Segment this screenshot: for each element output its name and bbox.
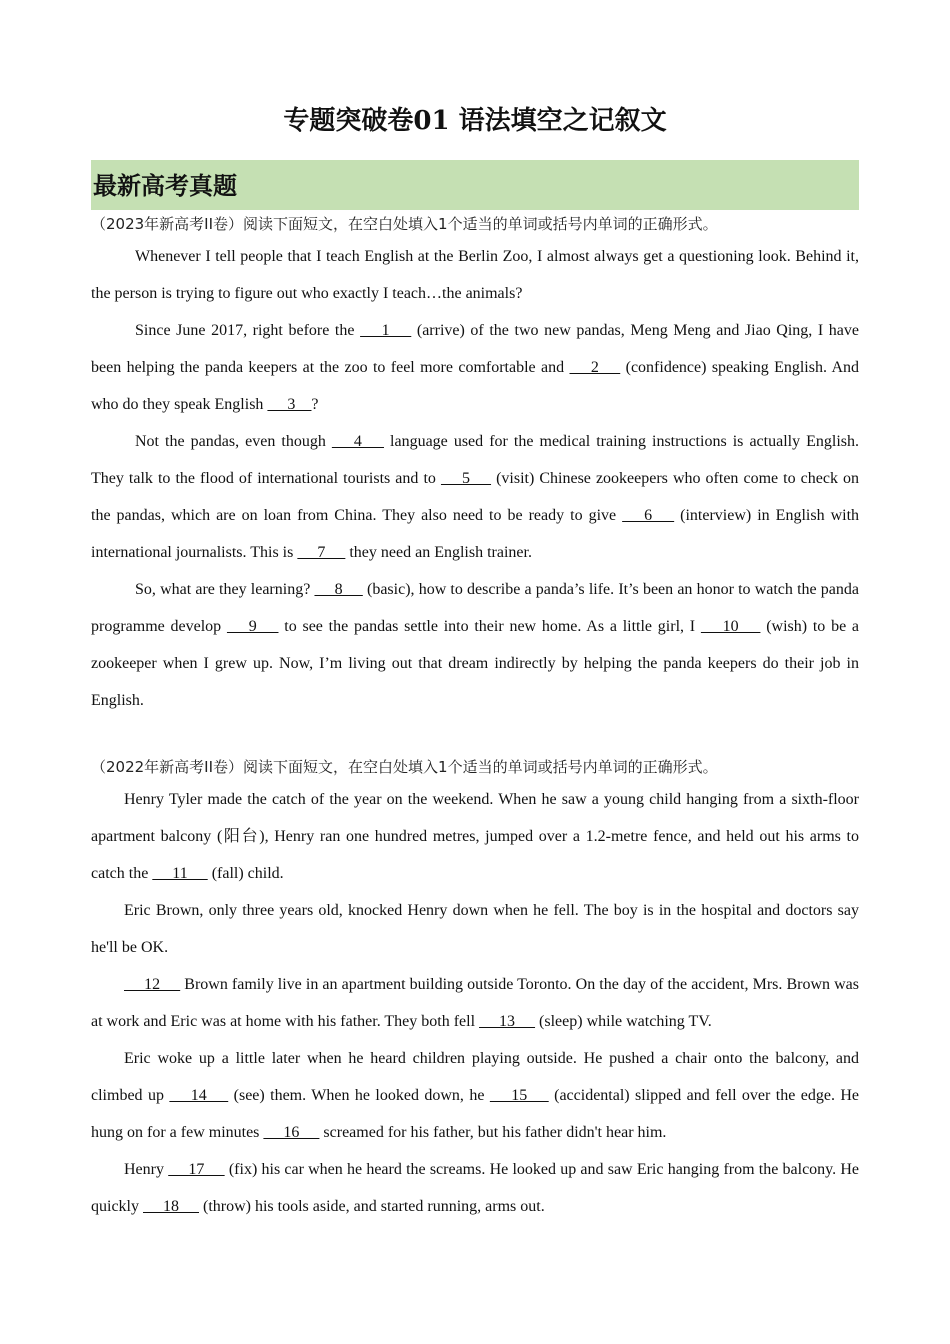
blank-18[interactable]: __18__: [143, 1198, 199, 1215]
blank-2[interactable]: __2__: [569, 359, 621, 376]
section1-paragraph-3: Not the pandas, even though __4__ language used for the medical training instructions is actually English. They talk to the flood of international tourists and to __5__ (visit) Chinese zookeepers who often come to check on the pandas, which are on loan from China. They also need to be ready to give __6__ (interview) in English with international journalists. This is __7__ they need an English trainer.: [91, 433, 860, 561]
blank-15[interactable]: __15__: [489, 1087, 549, 1104]
blank-11[interactable]: __11__: [152, 865, 208, 882]
blank-17[interactable]: __17__: [168, 1161, 225, 1178]
section2-paragraph-2: Eric Brown, only three years old, knocked Henry down when he fell. The boy is in the hospital and doctors say he'll be OK.: [91, 902, 859, 956]
blank-6[interactable]: __6__: [622, 507, 675, 524]
blank-13[interactable]: __13__: [479, 1013, 536, 1030]
section1-intro: （2023年新高考II卷）阅读下面短文，在空白处填入1个适当的单词或括号内单词的正确形式。: [91, 215, 718, 233]
section2-paragraph-3: __12__ Brown family live in an apartment building outside Toronto. On the day of the accident, Mrs. Brown was at work and Eric was at home with his father. They both fell __13__ (sleep) while watching TV.: [91, 976, 859, 1030]
page-title: 专题突破卷01 语法填空之记叙文: [283, 106, 667, 136]
blank-3[interactable]: __3__: [267, 396, 312, 413]
blank-8[interactable]: __8__: [314, 581, 363, 598]
blank-1[interactable]: __1__: [360, 322, 412, 339]
blank-4[interactable]: __4__: [331, 433, 384, 450]
blank-14[interactable]: __14__: [169, 1087, 229, 1104]
section2-paragraph-5: Henry __17__ (fix) his car when he heard the screams. He looked up and saw Eric hanging from the balcony. He quickly __18__ (throw) his tools aside, and started running, arms out.: [91, 1161, 860, 1215]
blank-9[interactable]: __9__: [226, 618, 279, 635]
blank-16[interactable]: __16__: [263, 1124, 320, 1141]
blank-12[interactable]: __12__: [124, 976, 181, 993]
section1-paragraph-4: So, what are they learning? __8__ (basic), how to describe a panda’s life. It’s been an honor to watch the panda programme develop __9__ to see the pandas settle into their new home. As a little girl, I __10__ (wish) to be a zookeeper when I grew up. Now, I’m living out that dream indirectly by helping the panda keepers do their job in English.: [91, 581, 860, 709]
section-spacer: [91, 719, 859, 753]
blank-7[interactable]: __7__: [297, 544, 346, 561]
blank-5[interactable]: __5__: [440, 470, 492, 487]
section1-paragraph-2: Since June 2017, right before the __1__ (arrive) of the two new pandas, Meng Meng and Jiao Qing, I have been helping the panda keepers at the zoo to feel more comfortable and __2__ (confidence) speaking English. And who do they speak English __3__?: [91, 322, 860, 413]
section2-paragraph-4: Eric woke up a little later when he heard children playing outside. He pushed a chair onto the balcony, and climbed up __14__ (see) them. When he looked down, he __15__ (accidental) slipped and fell over the edge. He hung on for a few minutes __16__ screamed for his father, but his father didn't hear him.: [91, 1050, 860, 1141]
section2-paragraph-1: Henry Tyler made the catch of the year on the weekend. When he saw a young child hanging from a sixth-floor apartment balcony (阳台), Henry ran one hundred metres, jumped over a 1.2-metre fence, and held out his arms to catch the __11__ (fall) child.: [91, 791, 859, 882]
section-banner: 最新高考真题: [91, 160, 859, 210]
section2-intro: （2022年新高考II卷）阅读下面短文，在空白处填入1个适当的单词或括号内单词的正确形式。: [91, 758, 718, 776]
section1-paragraph-1: Whenever I tell people that I teach English at the Berlin Zoo, I almost always get a questioning look. Behind it, the person is trying to figure out who exactly I teach…the animals?: [91, 248, 859, 302]
document-page: [91, 100, 859, 1225]
blank-10[interactable]: __10__: [700, 618, 761, 635]
